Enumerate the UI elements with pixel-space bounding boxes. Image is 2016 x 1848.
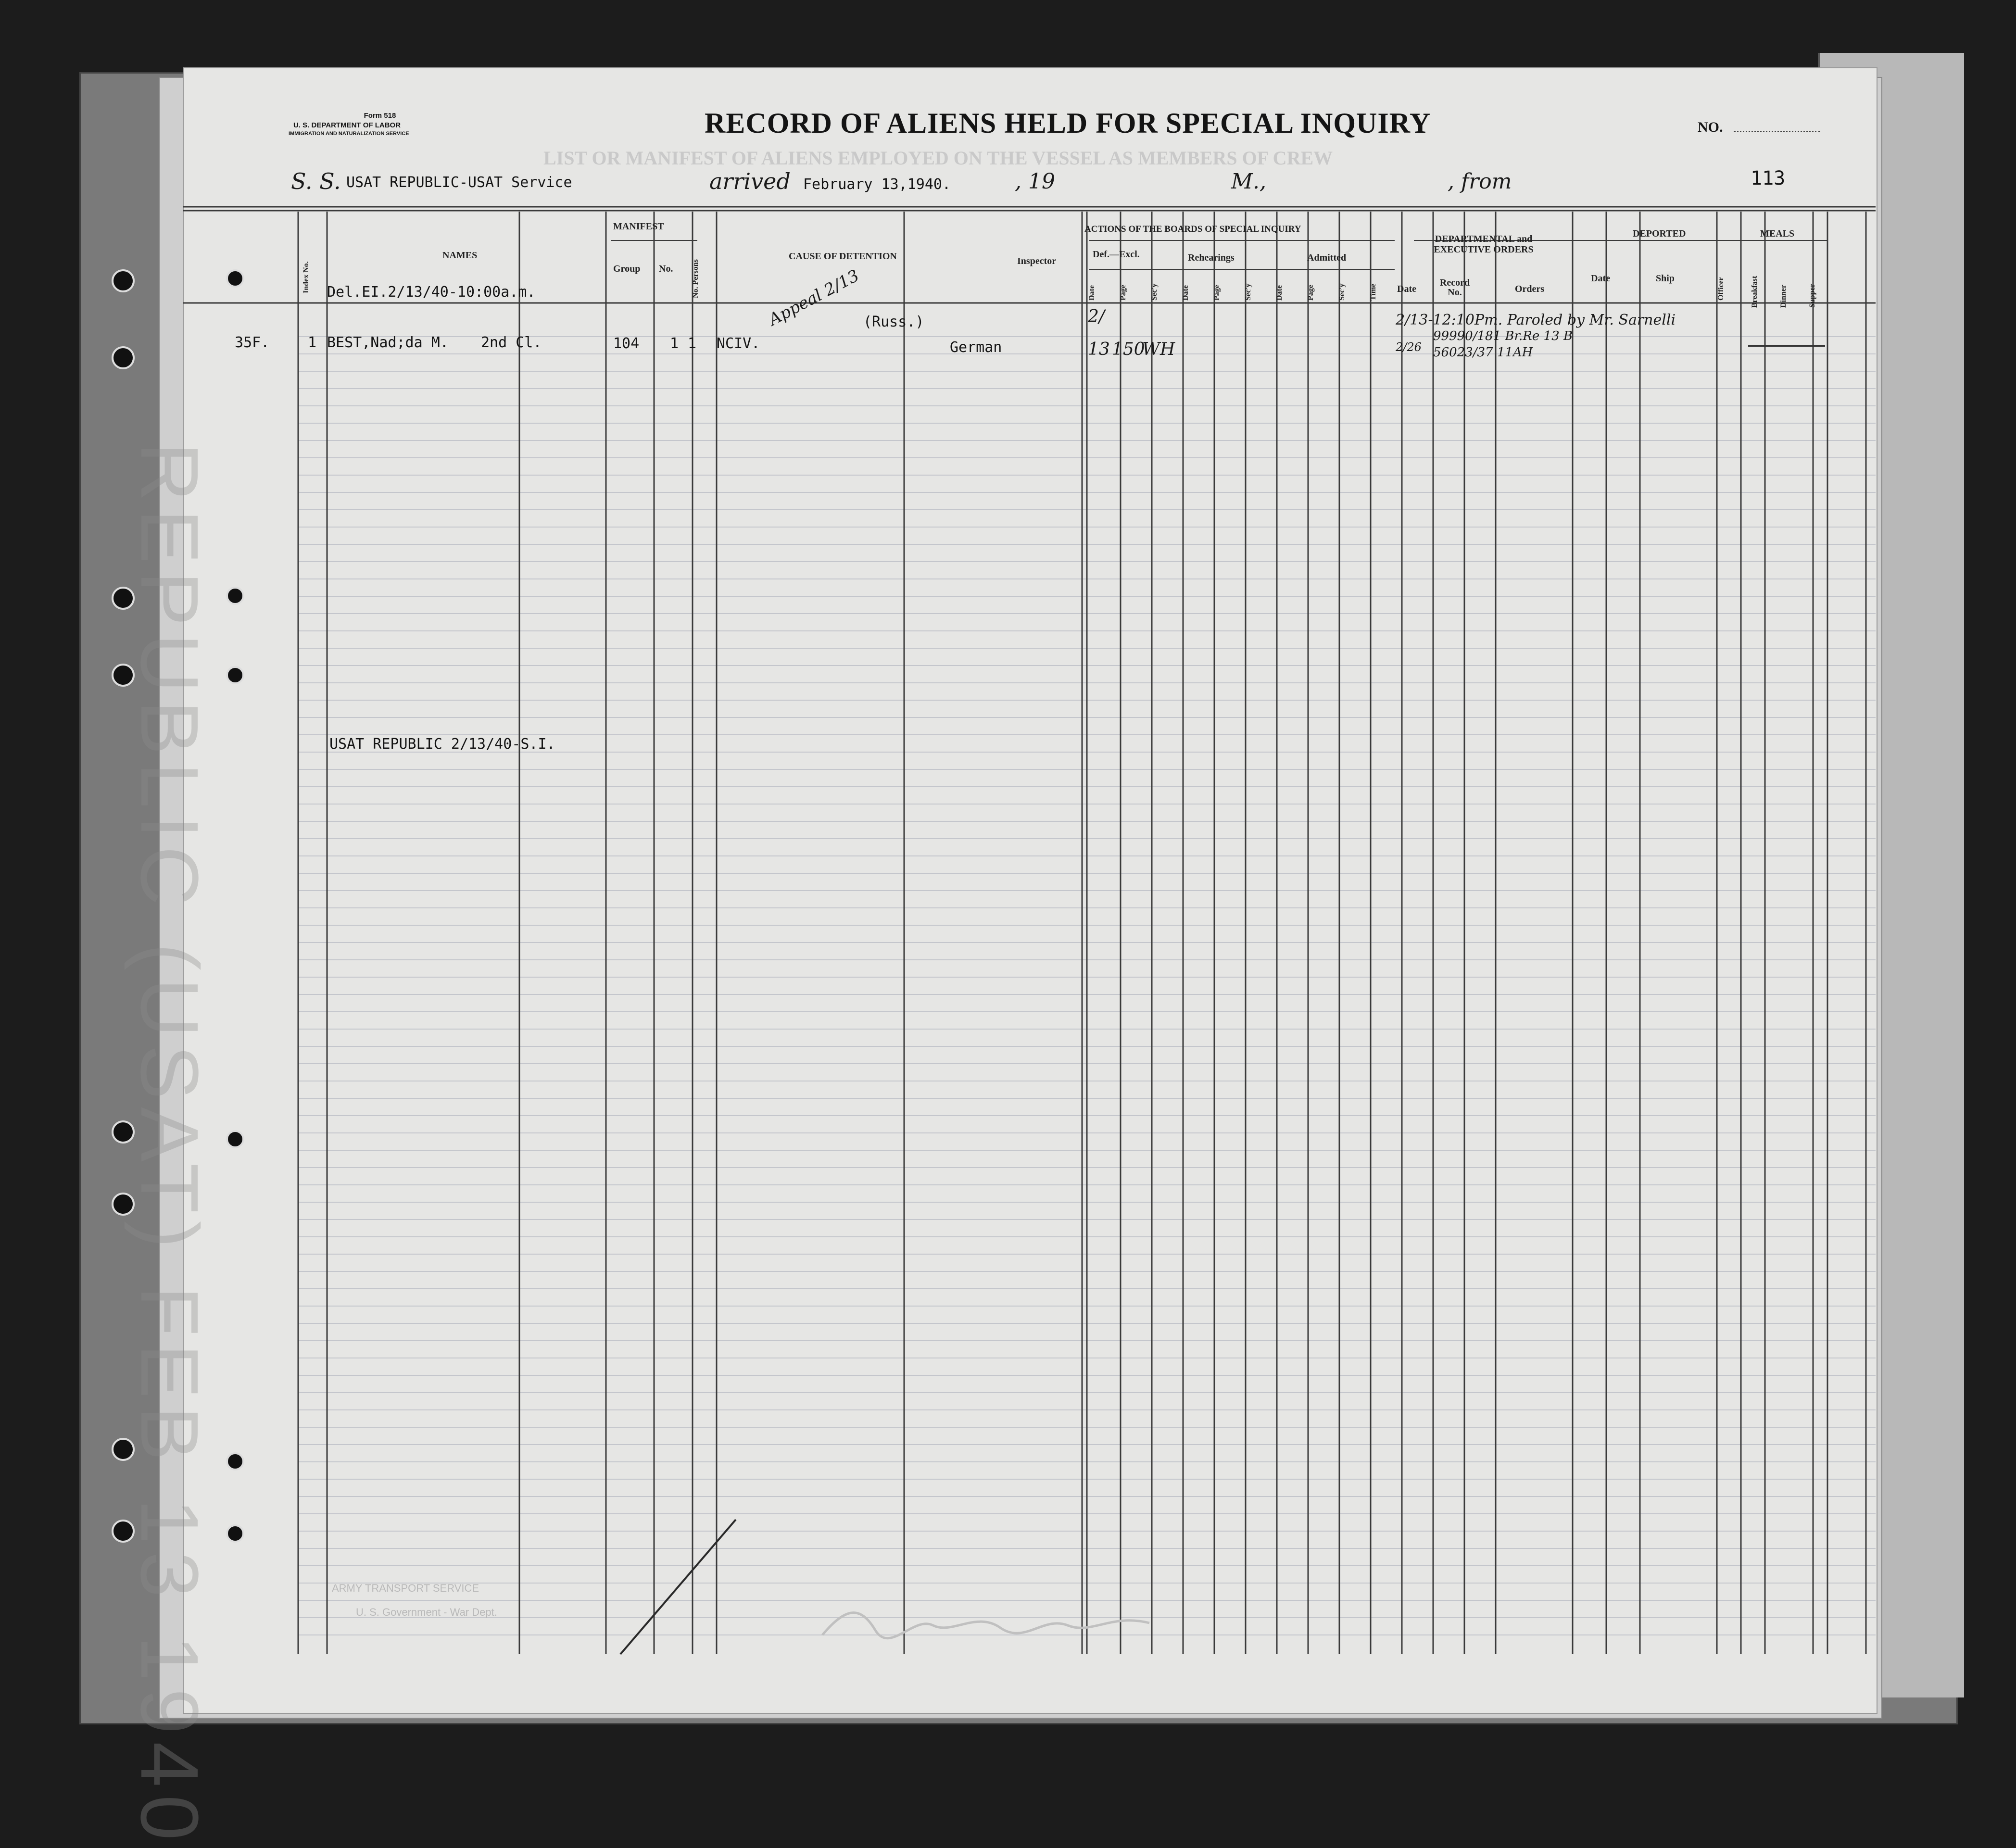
header-actions: ACTIONS OF THE BOARDS OF SPECIAL INQUIRY: [1084, 224, 1301, 234]
header-reh-page: Page: [1213, 285, 1221, 301]
header-inspector: Inspector: [1017, 256, 1057, 266]
year-prefix: , 19: [1015, 169, 1055, 194]
entry-class: 2nd Cl.: [481, 334, 542, 351]
no-field[interactable]: [1734, 131, 1820, 132]
header-breakfast: Breakfast: [1751, 276, 1759, 308]
no-label: NO.: [1698, 119, 1723, 135]
header-reh-secy: Sec'y: [1244, 283, 1252, 301]
ship-note: USAT REPUBLIC 2/13/40-S.I.: [329, 736, 555, 753]
header-group: Group: [613, 264, 641, 274]
arrived-label: arrived: [709, 168, 791, 194]
header-supper: Supper: [1808, 284, 1816, 308]
header-no: No.: [659, 264, 673, 274]
header-dept-orders: DEPARTMENTAL and EXECUTIVE ORDERS: [1434, 234, 1534, 255]
header-def-date: Date: [1088, 285, 1096, 301]
header-ship: Ship: [1656, 273, 1675, 284]
ship-name: USAT REPUBLIC-USAT Service: [346, 174, 572, 191]
header-officer: Officer: [1717, 277, 1725, 301]
entry-def-date: 13: [1088, 339, 1110, 359]
ghost-stamp: REPUBLIC (USAT) FEB 13 1940: [124, 442, 215, 1848]
arrival-date: February 13,1940.: [803, 176, 951, 193]
header-manifest: MANIFEST: [613, 221, 664, 232]
entry-cause: NCIV.: [717, 335, 760, 352]
entry-group: 104: [613, 335, 640, 352]
entry-def-secy: WH: [1142, 339, 1175, 359]
ghost-overlay-title: LIST OR MANIFEST OF ALIENS EMPLOYED ON THE VESSEL AS MEMBERS OF CREW: [543, 147, 1333, 169]
entry-inspector-mark: 2/: [1088, 307, 1105, 327]
ghost-footer: ARMY TRANSPORT SERVICE: [332, 1582, 479, 1594]
header-dinner: Dinner: [1779, 285, 1788, 308]
header-orders: Orders: [1515, 284, 1545, 294]
delivery-note: Del.EI.2/13/40-10:00a.m.: [327, 284, 536, 301]
header-adm-page: Page: [1307, 285, 1315, 301]
sheet-number: 113: [1751, 167, 1786, 189]
entry-order-line2: 99990/181 Br.Re 13 B: [1433, 329, 1573, 343]
header-adm-date: Date: [1275, 285, 1284, 301]
entry-nationality: German: [950, 339, 1002, 356]
header-deported: DEPORTED: [1633, 228, 1686, 239]
meals-rule: [1748, 345, 1825, 347]
header-names: NAMES: [442, 250, 478, 261]
entry-order-date2: 2/26: [1396, 340, 1422, 354]
header-reh-date: Date: [1182, 285, 1190, 301]
header-rehearings: Rehearings: [1188, 252, 1235, 263]
entry-persons: 1: [688, 335, 697, 352]
header-def-excl: Def.—Excl.: [1093, 249, 1140, 260]
header-record-no: Record No.: [1439, 277, 1470, 298]
pen-stroke-icon: [616, 1515, 741, 1659]
service-name: IMMIGRATION AND NATURALIZATION SERVICE: [289, 131, 409, 137]
header-admitted: Admitted: [1307, 252, 1347, 263]
form-number: Form 518: [364, 112, 396, 120]
binder-hole-icon: [112, 269, 135, 292]
header-def-page: Page: [1119, 285, 1127, 301]
header-adm-time: Time: [1369, 283, 1377, 301]
binder-hole-icon: [112, 346, 135, 369]
page-title: RECORD OF ALIENS HELD FOR SPECIAL INQUIRY: [705, 107, 1431, 139]
header-def-secy: Sec'y: [1150, 283, 1159, 301]
entry-name: BEST,Nad;da M.: [327, 334, 449, 351]
header-adm-secy: Sec'y: [1338, 283, 1346, 301]
entry-manifest-no: 1: [670, 335, 679, 352]
entry-appeal-note: Appeal 2/13: [766, 266, 863, 330]
entry-order-line1: 2/13-12:10Pm. Paroled by Mr. Sarnelli: [1396, 312, 1676, 328]
ghost-footer-2: U. S. Government - War Dept.: [356, 1606, 497, 1618]
entry-index: 1: [308, 334, 317, 351]
ghost-signature-icon: [818, 1601, 1154, 1645]
department: U. S. DEPARTMENT OF LABOR: [293, 121, 401, 129]
header-no-persons: No. Persons: [692, 259, 700, 298]
header-cause: CAUSE OF DETENTION: [789, 251, 897, 262]
header-deported-date: Date: [1591, 273, 1610, 284]
header-dept-date: Date: [1397, 284, 1416, 294]
header-meals: MEALS: [1760, 228, 1795, 239]
header-index-no: Index No.: [302, 261, 310, 293]
from-label: , from: [1448, 169, 1512, 194]
entry-order-line3: 56023/37 11AH: [1433, 345, 1533, 360]
m-label: M.,: [1231, 169, 1267, 194]
entry-def-page: 150: [1112, 339, 1145, 359]
row-reference: 35F.: [235, 334, 270, 351]
ss-label: S. S.: [291, 168, 341, 194]
entry-russ: (Russ.): [863, 314, 924, 330]
